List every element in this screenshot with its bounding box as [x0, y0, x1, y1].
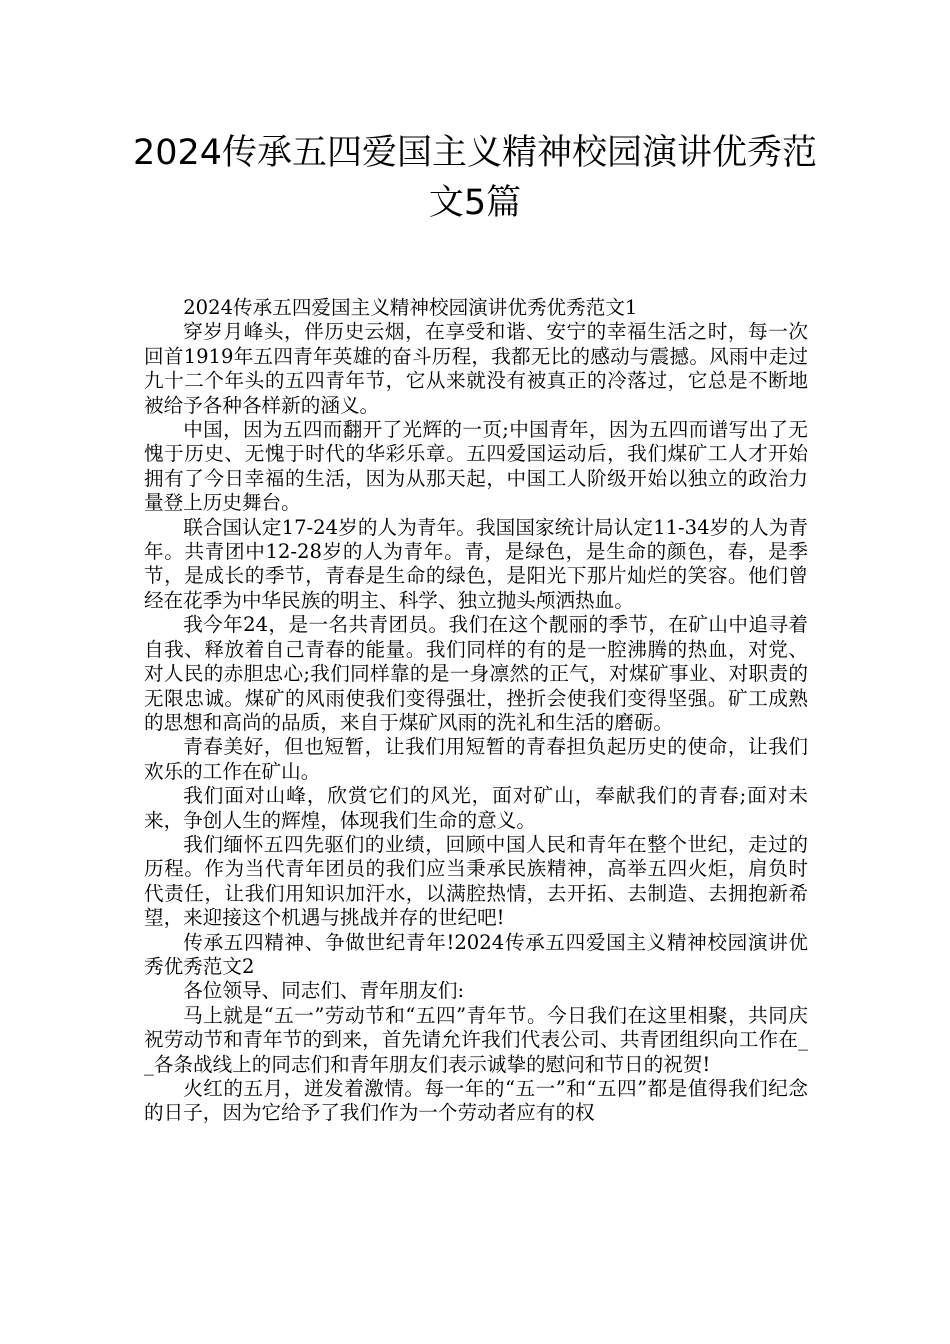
section-heading-1: 2024传承五四爱国主义精神校园演讲优秀优秀范文1: [183, 296, 638, 319]
paragraph: 马上就是“五一”劳动节和“五四”青年节。今日我们在这里相聚，共同庆祝劳动节和青年节的到来，首先请允许我们代表公司、共青团组织向工作在__各条战线上的同志们和青年朋友们表示诚挚的慰问和节日的祝贺!: [144, 1003, 808, 1076]
salutation: 各位领导、同志们、青年朋友们:: [183, 979, 465, 1003]
paragraph: 中国，因为五四而翻开了光辉的一页;中国青年，因为五四而谱写出了无愧于历史、无愧于时代的华彩乐章。五四爱国运动后，我们煤矿工人才开始拥有了今日幸福的生活，因为从那天起，中国工人阶级开始以独立的政治力量登上历史舞台。: [144, 418, 808, 515]
paragraph: 我们面对山峰，欣赏它们的风光，面对矿山，奉献我们的青春;面对未来，争创人生的辉煌，体现我们生命的意义。: [144, 784, 808, 832]
document-title: 2024传承五四爱国主义精神校园演讲优秀范文5篇: [132, 133, 818, 223]
paragraph-with-section-heading-2: 传承五四精神、争做世纪青年!2024传承五四爱国主义精神校园演讲优秀优秀范文2: [144, 930, 808, 978]
paragraph: 穿岁月峰头，伴历史云烟，在享受和谐、安宁的幸福生活之时，每一次回首1919年五四青年英雄的奋斗历程，我都无比的感动与震撼。风雨中走过九十二个年头的五四青年节，它从来就没有被真正的冷落过，它总是不断地被给予各种各样新的涵义。: [144, 320, 808, 417]
paragraph: 我们缅怀五四先驱们的业绩，回顾中国人民和青年在整个世纪，走过的历程。作为当代青年团员的我们应当秉承民族精神，高举五四火炬，肩负时代责任，让我们用知识加汗水，以满腔热情，去开拓、去制造、去拥抱新希望，来迎接这个机遇与挑战并存的世纪吧!: [144, 832, 808, 930]
paragraph: 火红的五月，迸发着激情。每一年的“五一”和“五四”都是值得我们纪念的日子，因为它给予了我们作为一个劳动者应有的权: [144, 1077, 808, 1125]
paragraph: 青春美好，但也短暂，让我们用短暂的青春担负起历史的使命，让我们欢乐的工作在矿山。: [144, 735, 808, 783]
document-body: [144, 296, 808, 1126]
paragraph: 我今年24，是一名共青团员。我们在这个靓丽的季节，在矿山中追寻着自我、释放着自己青春的能量。我们同样的有的是一腔沸腾的热血，对党、对人民的赤胆忠心;我们同样靠的是一身凛然的正气，对煤矿事业、对职责的无限忠诚。煤矿的风雨使我们变得强壮，挫折会使我们变得坚强。矿工成熟的思想和高尚的品质，来自于煤矿风雨的洗礼和生活的磨砺。: [144, 613, 808, 734]
paragraph: 联合国认定17-24岁的人为青年。我国国家统计局认定11-34岁的人为青年。共青团中12-28岁的人为青年。青，是绿色，是生命的颜色，春，是季节，是成长的季节，青春是生命的绿色，是阳光下那片灿烂的笑容。他们曾经在花季为中华民族的明主、科学、独立抛头颅洒热血。: [144, 515, 808, 612]
